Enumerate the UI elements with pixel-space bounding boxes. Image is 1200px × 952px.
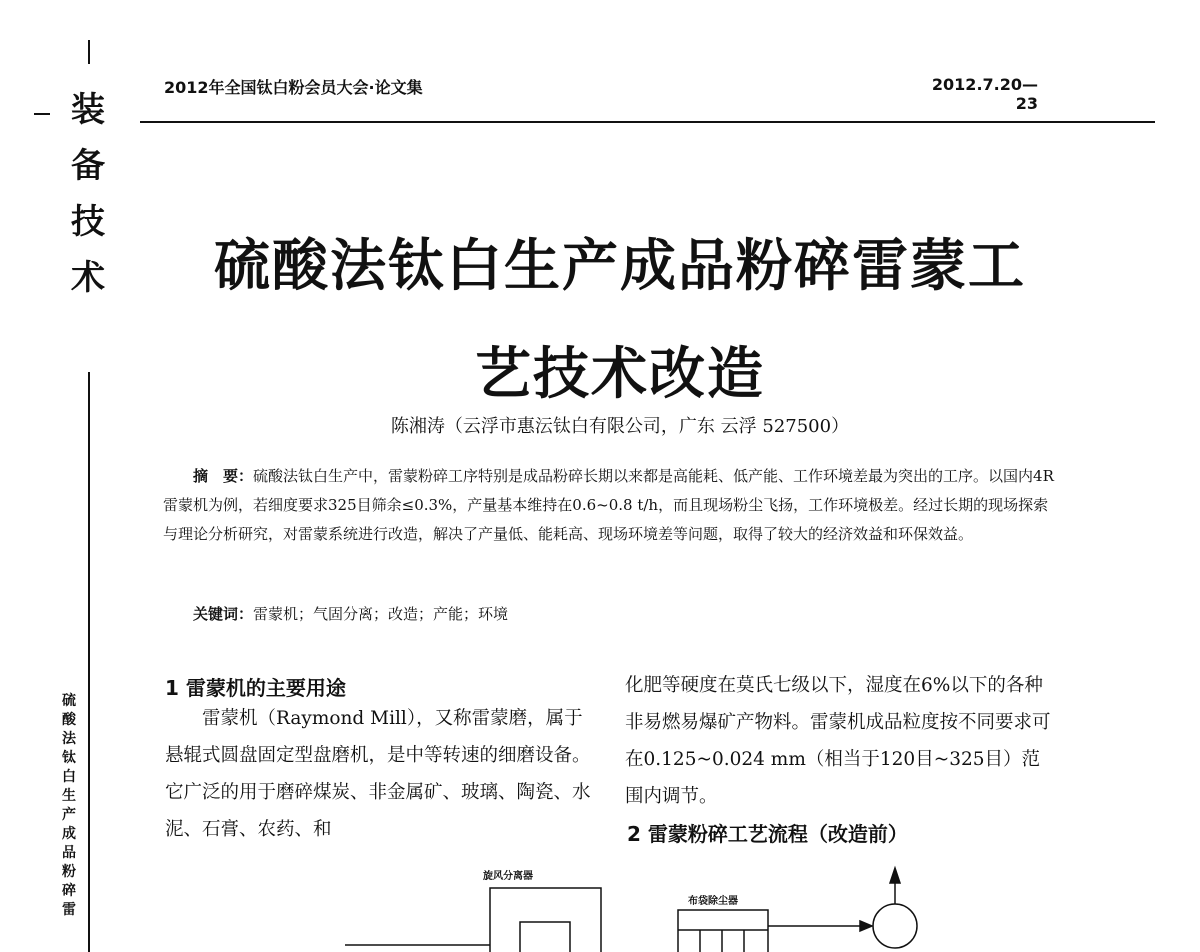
side-title-char: 生 [62,788,76,804]
side-title-char: 白 [62,769,76,785]
section-label-char: 备 [71,146,105,186]
keywords-text: 雷蒙机；气固分离；改造；产能；环境 [253,605,509,623]
side-title-char: 粉 [62,864,76,880]
side-title-char: 雷 [62,902,76,918]
bag-filter-housing [678,910,768,952]
section1-paragraph-continued: 化肥等硬度在莫氏七级以下，湿度在6%以下的各种非易燃易爆矿产物料。雷蒙机成品粒度按不同要求可在0.125~0.024 mm（相当于120目~325目）范围内调节。 [625,675,1051,807]
section-label-char: 术 [71,258,105,298]
author-affiliation: 陈湘涛（云浮市惠沄钛白有限公司，广东 云浮 527500） [390,416,850,437]
side-title-char: 钛 [62,750,76,766]
exhaust-fan [768,868,917,948]
section-label-char: 装 [71,90,105,130]
header-date: 2012.7.20—23 [931,75,1038,113]
paper-title-line1: 硫酸法钛白生产成品粉碎雷蒙工 [214,234,1026,299]
bag-filter [678,910,768,952]
section2-heading: 2 雷蒙粉碎工艺流程（改造前） [627,822,908,846]
keywords-label: 关键词： [193,605,254,623]
section1-heading: 1 雷蒙机的主要用途 [165,676,346,700]
side-title-char: 法 [62,731,76,747]
exhaust-arrow [890,868,900,883]
side-title-char: 成 [62,826,76,842]
side-title-char: 碎 [62,883,76,899]
paper-title-line2: 艺技术改造 [475,342,765,407]
section1-paragraph: 雷蒙机（Raymond Mill），又称雷蒙磨，属于悬辊式圆盘固定型盘磨机，是中等转速的细磨设备。它广泛的用于磨碎煤炭、非金属矿、玻璃、陶瓷、水泥、石膏、农药、和 [165,708,591,840]
abstract-label: 摘 要： [193,467,254,485]
cyclone-inner [520,922,570,952]
side-title-char: 酸 [62,712,76,728]
section-label-char: 技 [71,202,105,242]
cyclone-separator [345,888,601,952]
side-title-char: 硫 [62,693,76,709]
side-title-char: 品 [62,845,76,861]
bag-filter-label: 布袋除尘器 [688,896,738,907]
fan-circle [873,904,917,948]
cyclone-outer [490,888,601,952]
abstract-text: 硫酸法钛白生产中，雷蒙粉碎工序特别是成品粉碎长期以来都是高能耗、低产能、工作环境差最为突出的工序。以国内4R雷蒙机为例，若细度要求325目筛余≤0.3%，产量基本维持在0.6~0.8 t/h，而且现场粉尘飞扬，工作环境极差。经过长期的现场探索与理论分析研究，对雷蒙系统进行改造，解决了产量低、能耗高、现场环境差等问题，取得了较大的经济效益和环保效益。 [163,467,1054,543]
flow-arrow [860,921,872,931]
side-title-char: 产 [62,807,76,823]
header-conference: 2012年全国钛白粉会员大会·论文集 [164,78,423,97]
cyclone-label: 旋风分离器 [483,871,533,882]
